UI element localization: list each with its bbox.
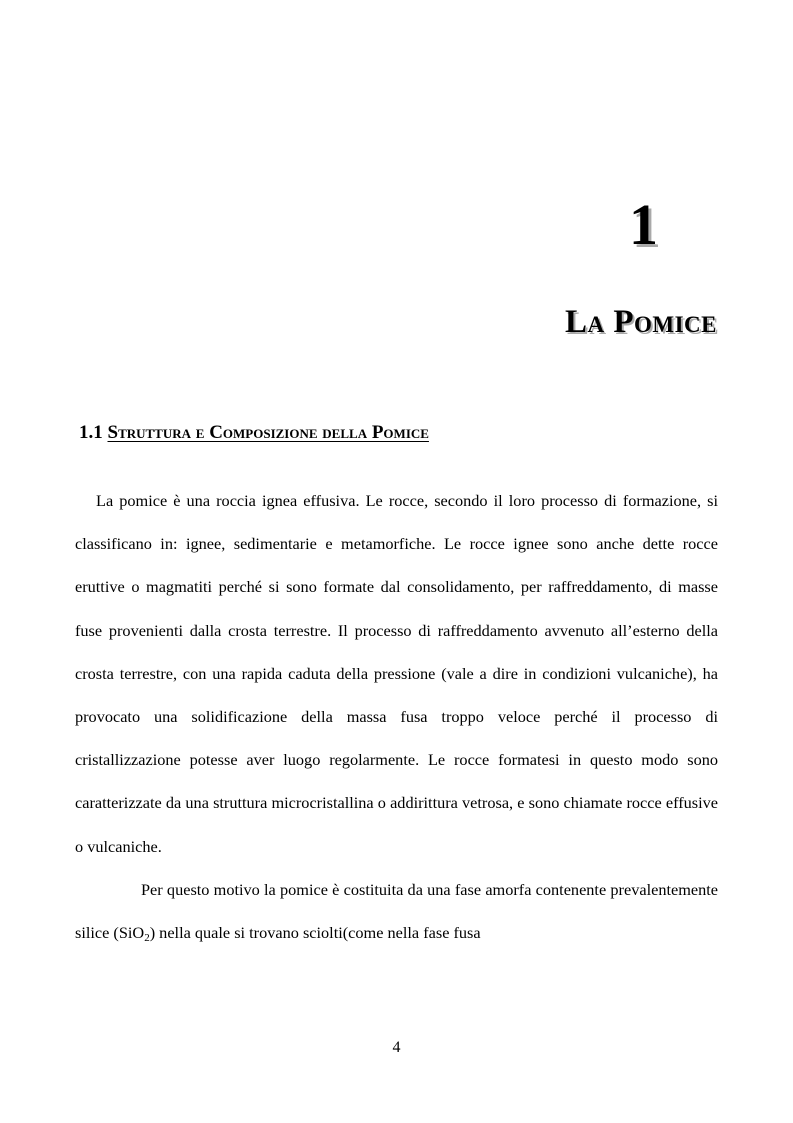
chapter-title: La Pomice bbox=[564, 304, 717, 340]
paragraph-1: La pomice è una roccia ignea effusiva. Le rocce, secondo il loro processo di formazione, si classificano in: ignee, sedimentarie e metamorfiche. Le rocce ignee sono anche dette rocce eruttive o magmatiti perché si sono formate dal consolidamento, per raffreddamento, di masse fuse provenienti dalla crosta terrestre. Il processo di raffreddamento avvenuto all’esterno della crosta terrestre, con una rapida caduta della pressione (vale a dire in condizioni vulcaniche), ha provocato una solidificazione della massa fusa troppo veloce perché il processo di cristallizzazione potesse aver luogo regolarmente. Le rocce formatesi in questo modo sono caratterizzate da una struttura microcristallina o addirittura vetrosa, e sono chiamate rocce effusive o vulcaniche. bbox=[75, 491, 718, 856]
paragraph-2-text-b: ) nella quale si trovano sciolti(come nella fase fusa bbox=[149, 923, 481, 943]
section-title: Struttura e Composizione della Pomice bbox=[107, 422, 429, 443]
chapter-number: 1 bbox=[629, 192, 658, 257]
body-text bbox=[75, 479, 718, 954]
section-heading bbox=[79, 423, 429, 442]
paragraph-2-text-a: Per questo motivo la pomice è costituita da una fase amorfa contenente prevalentemente silice (SiO bbox=[75, 879, 718, 943]
section-number: 1.1 bbox=[79, 422, 103, 443]
paragraph-2 bbox=[75, 868, 718, 954]
subscript: 2 bbox=[144, 932, 150, 945]
page-number: 4 bbox=[392, 1039, 401, 1056]
